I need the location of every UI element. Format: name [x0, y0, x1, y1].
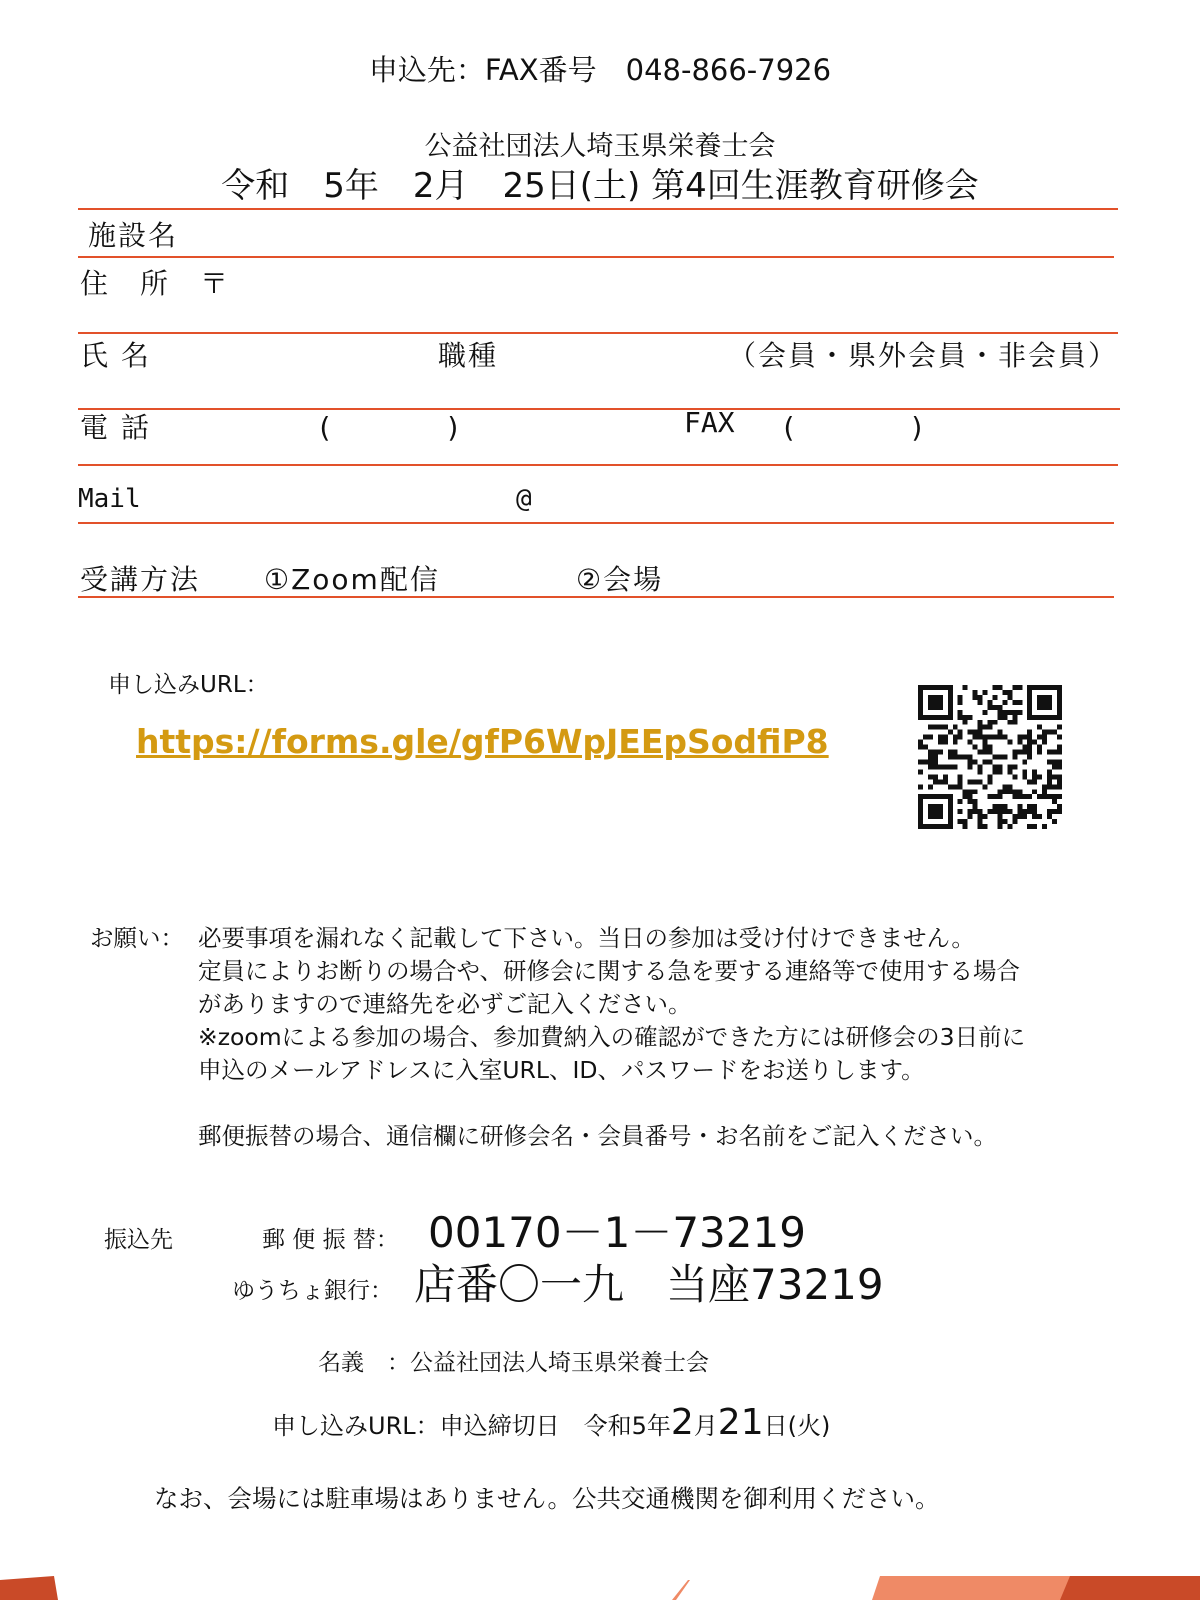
- method-zoom-option[interactable]: ①Zoom配信: [264, 563, 440, 596]
- form-line: [78, 408, 1120, 410]
- name-field[interactable]: [170, 334, 420, 374]
- phone-label: 電 話: [80, 411, 151, 444]
- facility-label: 施設名: [88, 219, 179, 252]
- note-line: 定員によりお断りの場合や、研修会に関する急を要する連絡等で使用する場合: [198, 957, 1021, 985]
- payment-label: 振込先: [104, 1227, 173, 1253]
- phone-field[interactable]: ( ): [316, 411, 462, 444]
- bank-account: 店番〇一九 当座73219: [414, 1260, 884, 1309]
- organization-name: 公益社団法人埼玉県栄養士会: [424, 131, 776, 162]
- deadline-line: [272, 1402, 830, 1443]
- job-field[interactable]: [500, 334, 720, 374]
- qr-code-icon[interactable]: [918, 685, 1062, 829]
- notes-block: [198, 922, 1025, 1153]
- name-label: 氏 名: [80, 339, 151, 372]
- apply-url-link[interactable]: https://forms.gle/gfP6WpJEEpSodfiP8: [136, 722, 829, 761]
- note-line: 必要事項を漏れなく記載して下さい。当日の参加は受け付けできません。: [198, 924, 975, 952]
- footer-decoration: [0, 1576, 1200, 1600]
- deadline-prefix: 申し込みURL：申込締切日 令和5年: [272, 1412, 671, 1440]
- note-line: がありますので連絡先を必ずご記入ください。: [198, 990, 692, 1018]
- deadline-day-unit: 日(火): [763, 1412, 831, 1440]
- fax-header: 申込先：FAX番号 048-866-7926: [368, 53, 832, 87]
- note-line: 申込のメールアドレスに入室URL、ID、パスワードをお送りします。: [198, 1056, 925, 1084]
- bank-label: ゆうちょ銀行：: [232, 1278, 393, 1304]
- mail-field[interactable]: [160, 476, 1100, 516]
- account-holder: 名義 ：公益社団法人埼玉県栄養士会: [318, 1350, 709, 1376]
- address-field[interactable]: [240, 262, 1110, 326]
- form-line: [78, 522, 1114, 524]
- deadline-day: 21: [717, 1402, 764, 1443]
- deadline-month: 2: [670, 1402, 694, 1443]
- form-line: [78, 256, 1114, 258]
- fax-label: FAX: [684, 406, 735, 439]
- facility-field[interactable]: [190, 210, 1110, 250]
- form-line: [78, 464, 1118, 466]
- attendance-method-label: 受講方法: [80, 563, 201, 596]
- parking-note: なお、会場には駐車場はありません。公共交通機関を御利用ください。: [154, 1484, 940, 1513]
- member-type-options[interactable]: （会員・県外会員・非会員）: [728, 339, 1119, 372]
- note-line: [198, 1087, 1025, 1120]
- deadline-month-unit: 月: [693, 1412, 718, 1440]
- mail-at-sign: @: [516, 484, 532, 514]
- postal-transfer-number: 00170－1－73219: [428, 1208, 806, 1257]
- address-label: 住 所 〒: [80, 267, 231, 300]
- event-title: 令和 5年 2月 25日(土) 第4回生涯教育研修会: [221, 166, 979, 206]
- fax-field[interactable]: ( ): [780, 411, 926, 444]
- notes-prefix: お願い：: [90, 924, 184, 952]
- method-venue-option[interactable]: ②会場: [576, 563, 664, 596]
- job-label: 職種: [438, 339, 499, 372]
- mail-label: Mail: [78, 484, 141, 514]
- note-line: 郵便振替の場合、通信欄に研修会名・会員番号・お名前をご記入ください。: [198, 1122, 997, 1150]
- note-line: ※zoomによる参加の場合、参加費納入の確認ができた方には研修会の3日前に: [198, 1023, 1026, 1051]
- apply-url-label: 申し込みURL：: [108, 672, 269, 698]
- postal-transfer-label: 郵 便 振 替：: [262, 1227, 399, 1253]
- form-line: [78, 596, 1114, 598]
